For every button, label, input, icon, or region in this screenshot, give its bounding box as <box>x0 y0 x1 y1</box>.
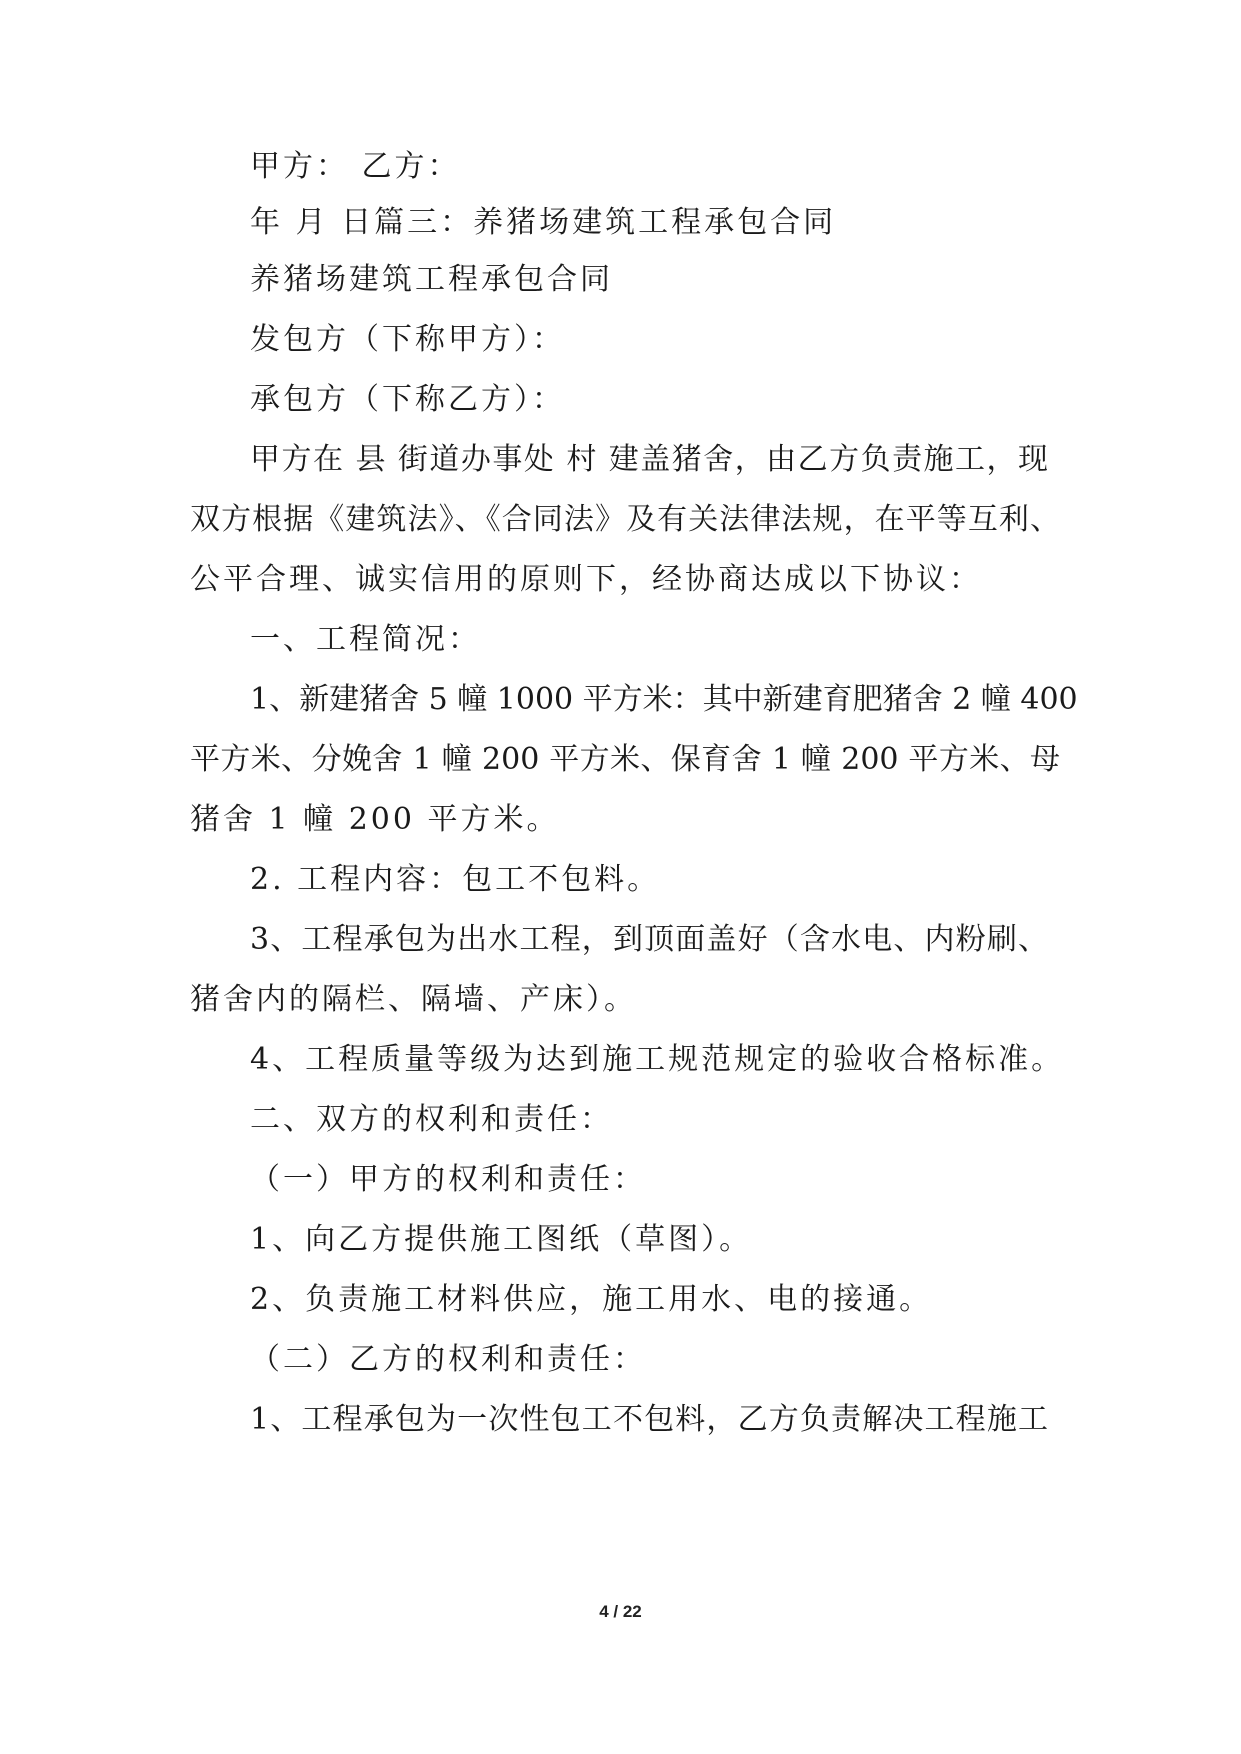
intro-paragraph-line-3: 公平合理、诚实信用的原则下，经协商达成以下协议： <box>190 562 982 597</box>
section-heading-rights: 二、双方的权利和责任： <box>250 1102 613 1137</box>
party-a-item-1: 1、向乙方提供施工图纸（草图）。 <box>250 1222 753 1257</box>
item-4-line: 4、工程质量等级为达到施工规范规定的验收合格标准。 <box>250 1042 1065 1077</box>
item-2-line: 2. 工程内容：包工不包料。 <box>250 862 661 897</box>
item-3-line-2: 猪舍内的隔栏、隔墙、产床）。 <box>190 982 637 1017</box>
contractor-line: 承包方（下称乙方）： <box>250 382 565 417</box>
item-1-line-3: 猪舍 1 幢 200 平方米。 <box>190 802 560 837</box>
party-b-item-1-line-1: 1、工程承包为一次性包工不包料，乙方负责解决工程施工 <box>250 1402 1048 1437</box>
party-signature-line: 甲方： 乙方： <box>250 149 461 184</box>
contract-title: 养猪场建筑工程承包合同 <box>250 262 613 297</box>
date-and-section-title-line: 年 月 日篇三：养猪场建筑工程承包合同 <box>250 205 837 240</box>
item-1-line-2: 平方米、分娩舍 1 幢 200 平方米、保育舍 1 幢 200 平方米、母 <box>190 742 1060 777</box>
subsection-heading-party-a: （一）甲方的权利和责任： <box>250 1162 646 1197</box>
section-heading-overview: 一、工程简况： <box>250 622 481 657</box>
intro-paragraph-line-2: 双方根据《建筑法》、《合同法》及有关法律法规，在平等互利、 <box>190 502 1060 537</box>
subsection-heading-party-b: （二）乙方的权利和责任： <box>250 1342 646 1377</box>
page-number: 4 / 22 <box>599 1602 642 1621</box>
employer-line: 发包方（下称甲方）： <box>250 322 565 357</box>
intro-paragraph-line-1: 甲方在 县 街道办事处 村 建盖猪舍，由乙方负责施工，现 <box>250 442 1048 477</box>
item-1-line-1: 1、新建猪舍 5 幢 1000 平方米：其中新建育肥猪舍 2 幢 400 <box>250 682 1078 717</box>
item-3-line-1: 3、工程承包为出水工程，到顶面盖好（含水电、内粉刷、 <box>250 922 1048 957</box>
party-a-item-2: 2、负责施工材料供应，施工用水、电的接通。 <box>250 1282 933 1317</box>
